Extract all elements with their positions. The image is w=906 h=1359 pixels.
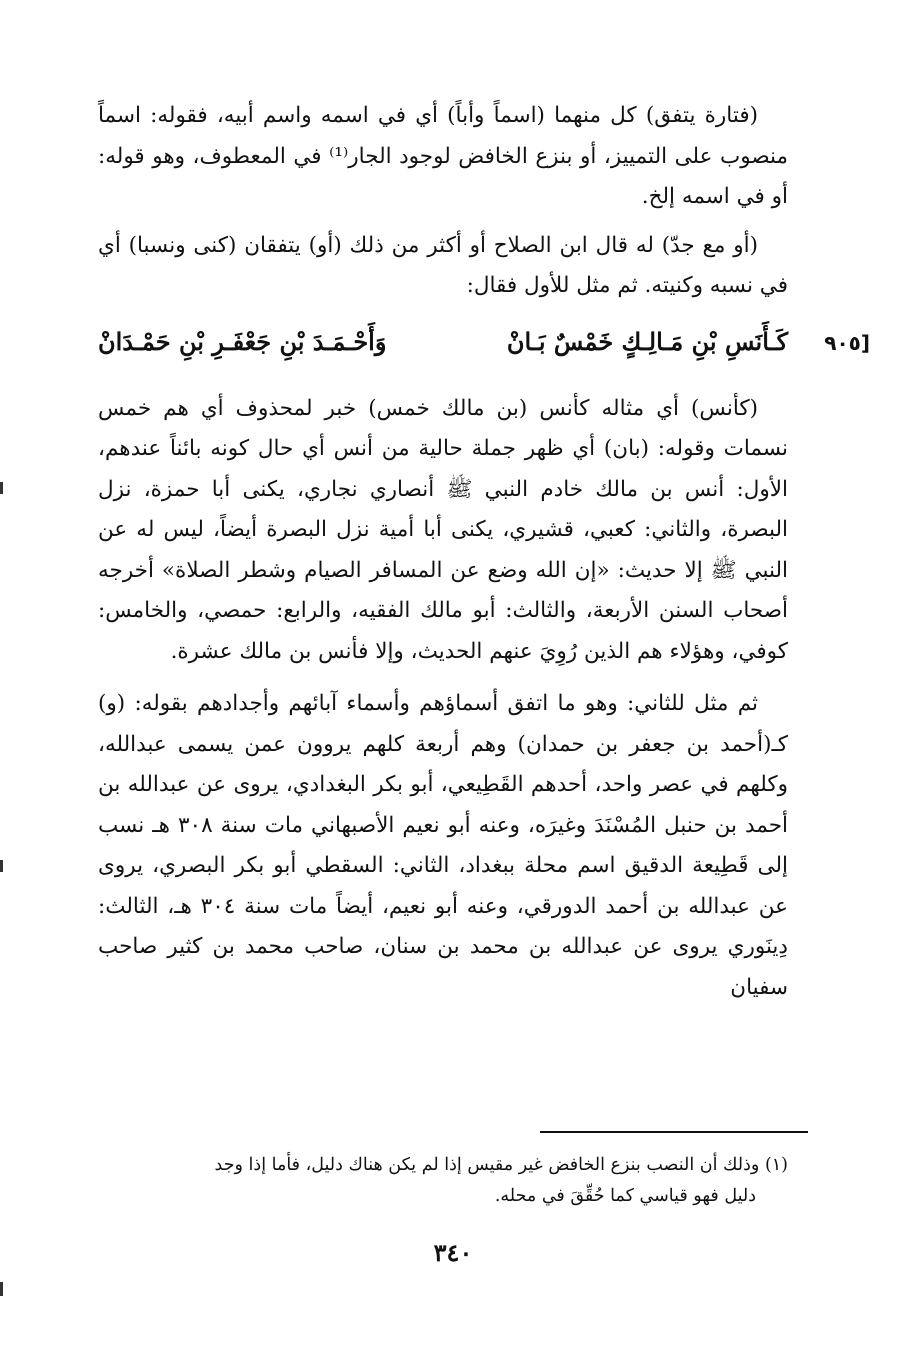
paragraph-intro: (فتارة يتفق) كل منهما (اسماً وأباً) أي في اسمه واسم أبيه، فقوله: اسماً منصوب على التمييز، أو بنزع الخافض لوجود الجار⁽¹⁾ في المعطوف، وهو قوله: أو في اسمه إلخ. [98, 103, 788, 209]
scan-artifact-mark [0, 860, 3, 872]
verse-line [98, 319, 870, 379]
footnote-continuation: دليل فهو قياسي كما حُقِّقَ في محله. [494, 1186, 756, 1206]
page-number: ٣٤٠ [433, 1238, 473, 1267]
footnote-text: وذلك أن النصب بنزع الخافض غير مقيس إذا لم يكن هناك دليل، فأما إذا وجد [214, 1155, 760, 1175]
footnote [98, 1150, 788, 1212]
scan-artifact-mark [0, 482, 3, 494]
verse-hemistich-second: وَأَحْـمَـدَ بْنِ جَعْفَـرِ بْنِ حَمْـدَانْ [98, 326, 387, 356]
paragraph-commentary-anas: (كأنس) أي مثاله كأنس (بن مالك خمس) خبر لمحذوف أي هم خمس نسمات وقوله: (بان) أي ظهر جملة حالية من أنس أي حال كونه بائناً عندهم، الأول: أنس بن مالك خادم النبي ﷺ أنصاري نجاري، يكنى أبا حمزة، نزل البصرة، والثاني: كعبي، قشيري، يكنى أبا أمية نزل البصرة أيضاً، ليس له عن النبي ﷺ إلا حديث: «إن الله وضع عن المسافر الصيام وشطر الصلاة» أخرجه أصحاب السنن الأربعة، والثالث: أبو مالك الفقيه، والرابع: حمصي، والخامس: كوفي، وهؤلاء هم الذين رُوِيَ عنهم الحديث، وإلا فأنس بن مالك عشرة. [98, 395, 788, 664]
paragraph-kunya: (أو مع جدّ) له قال ابن الصلاح أو أكثر من ذلك (أو) يتفقان (كنى ونسبا) أي في نسبه وكنيته. ثم مثل للأول فقال: [98, 232, 788, 298]
footnote-separator [540, 1131, 808, 1133]
scan-artifact-mark [0, 1282, 3, 1296]
verse-number: [٩٠٥ [824, 330, 870, 355]
page-body [98, 96, 870, 1020]
footnote-marker: (١) [764, 1155, 788, 1175]
paragraph-commentary-ahmad: ثم مثل للثاني: وهو ما اتفق أسماؤهم وأسماء آبائهم وأجدادهم بقوله: (و) كـ(أحمد بن جعفر بن حمدان) وهم أربعة كلهم يروون عمن يسمى عبدالله، وكلهم في عصر واحد، أحدهم القَطِيعي، أبو بكر البغدادي، يروى عن عبدالله بن أحمد بن حنبل المُسْنَدَ وغيرَه، وعنه أبو نعيم الأصبهاني مات سنة ٣٠٨ هـ نسب إلى قَطِيعة الدقيق اسم محلة ببغداد، الثاني: السقطي أبو بكر البصري، يروى عن عبدالله بن أحمد الدورقي، وعنه أبو نعيم، أيضاً مات سنة ٣٠٤ هـ، الثالث: دِينَوري يروى عن عبدالله بن محمد بن سنان، صاحب محمد بن كثير صاحب سفيان [98, 691, 788, 1000]
verse-hemistich-first: كَـأَنَسِ بْنِ مَـالِـكٍ خَمْسٌ بَـانْ [506, 326, 788, 356]
